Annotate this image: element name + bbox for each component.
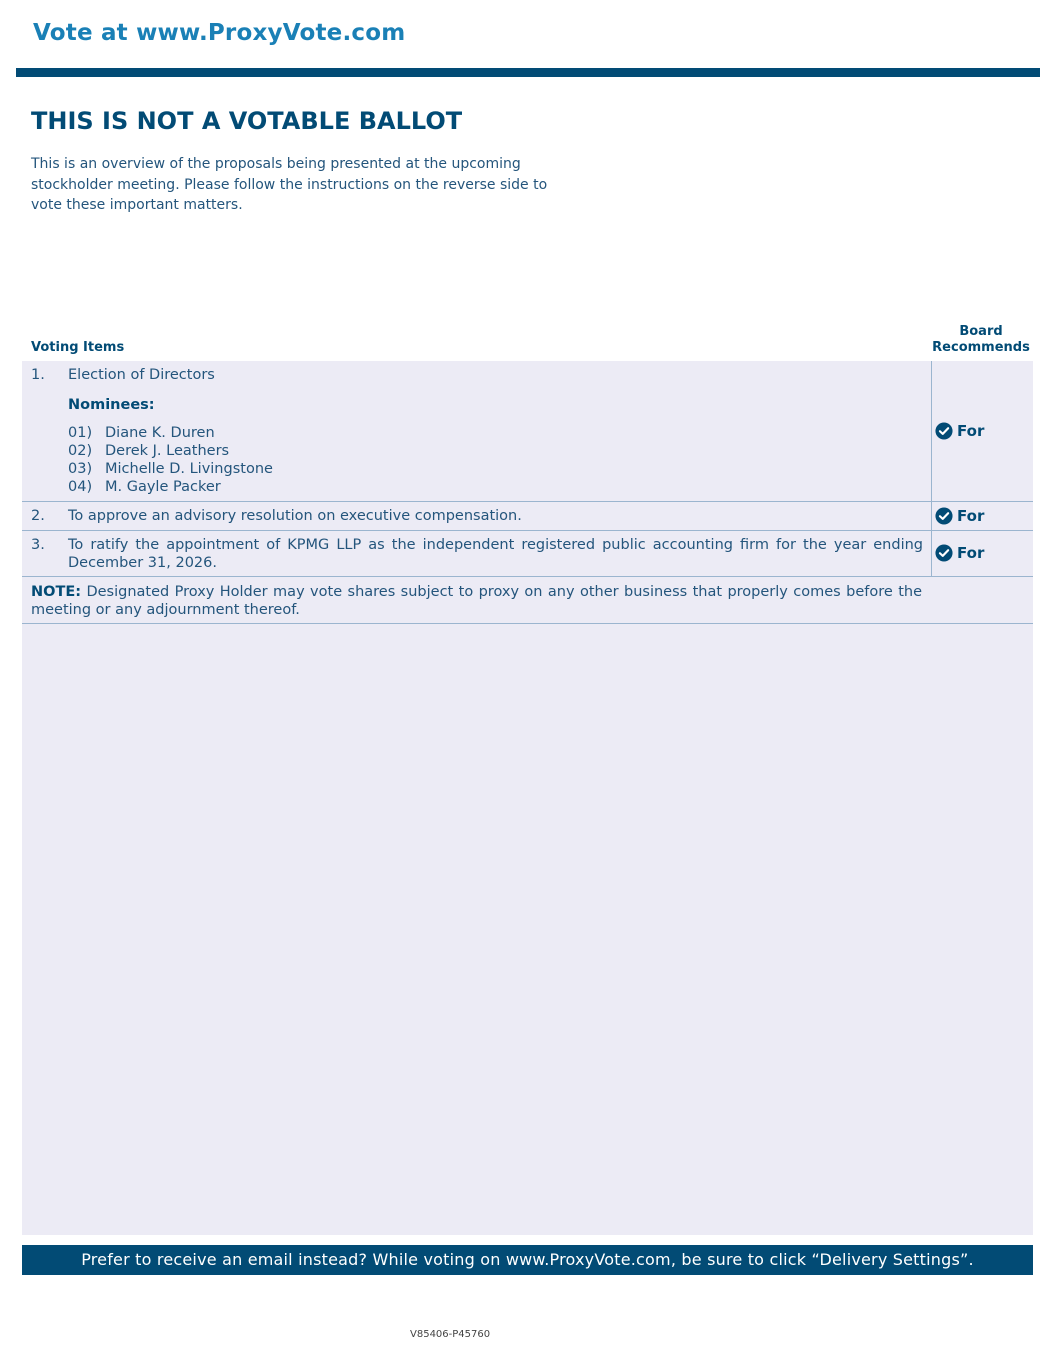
nominees-label: Nominees:: [68, 397, 155, 413]
nominee-name: Diane K. Duren: [105, 425, 215, 441]
item-number: 2.: [31, 508, 45, 524]
recommendation-for: [935, 544, 984, 562]
recommendation-for: [935, 422, 984, 440]
recommendation-label: For: [957, 422, 985, 440]
site-title: Vote at www.ProxyVote.com: [33, 20, 406, 46]
note-row: [22, 577, 1033, 624]
page-headline: THIS IS NOT A VOTABLE BALLOT: [31, 107, 463, 135]
recommendation-label: For: [957, 507, 985, 525]
nominee-name: Michelle D. Livingstone: [105, 461, 273, 477]
voting-items-header: Voting Items: [31, 340, 125, 355]
item-text-line1: To ratify the appointment of KPMG LLP as the independent registered public accounting firm for the year ending: [68, 537, 923, 553]
note-body: Designated Proxy Holder may vote shares subject to proxy on any other business that properly comes before the meeting or any adjournment thereof.: [31, 584, 922, 618]
nominee-number: 03): [68, 461, 93, 477]
footer-code: V85406-P45760: [410, 1329, 491, 1340]
header-rule: [16, 68, 1040, 77]
item-text: Election of Directors: [68, 367, 215, 383]
board-header-line2: Recommends: [932, 340, 1030, 355]
recommendation-cell: [931, 502, 932, 530]
nominee-name: Derek J. Leathers: [105, 443, 230, 459]
voting-item-row-2: [22, 502, 1033, 531]
recommendation-cell: [931, 531, 932, 576]
check-circle-icon: [935, 544, 953, 562]
item-number: 1.: [31, 367, 45, 383]
voting-item-row-1: [22, 361, 1033, 502]
item-text-line2: December 31, 2026.: [68, 555, 217, 571]
board-recommends-header: [929, 324, 1033, 356]
item-number: 3.: [31, 537, 45, 553]
nominee-name: M. Gayle Packer: [105, 479, 221, 495]
nominee-item: [68, 425, 215, 443]
note-label: NOTE:: [31, 584, 82, 600]
note-text: [31, 584, 922, 619]
check-circle-icon: [935, 422, 953, 440]
nominee-item: [68, 479, 221, 497]
nominee-item: [68, 461, 273, 479]
recommendation-for: [935, 507, 984, 525]
voting-item-row-3: [22, 531, 1033, 577]
email-delivery-banner: Prefer to receive an email instead? While voting on www.ProxyVote.com, be sure to click “Delivery Settings”.: [22, 1245, 1033, 1275]
board-header-line1: Board: [959, 324, 1003, 339]
nominee-number: 02): [68, 443, 93, 459]
recommendation-label: For: [957, 544, 985, 562]
voting-items-panel: [22, 361, 1033, 1235]
check-circle-icon: [935, 507, 953, 525]
nominee-number: 01): [68, 425, 93, 441]
item-text: To approve an advisory resolution on executive compensation.: [68, 508, 522, 524]
nominee-number: 04): [68, 479, 93, 495]
recommendation-cell: [931, 361, 932, 501]
intro-text: This is an overview of the proposals being presented at the upcoming stockholder meeting. Please follow the instructions on the reverse side to vote these important matters.: [31, 156, 548, 213]
nominee-item: [68, 443, 229, 461]
